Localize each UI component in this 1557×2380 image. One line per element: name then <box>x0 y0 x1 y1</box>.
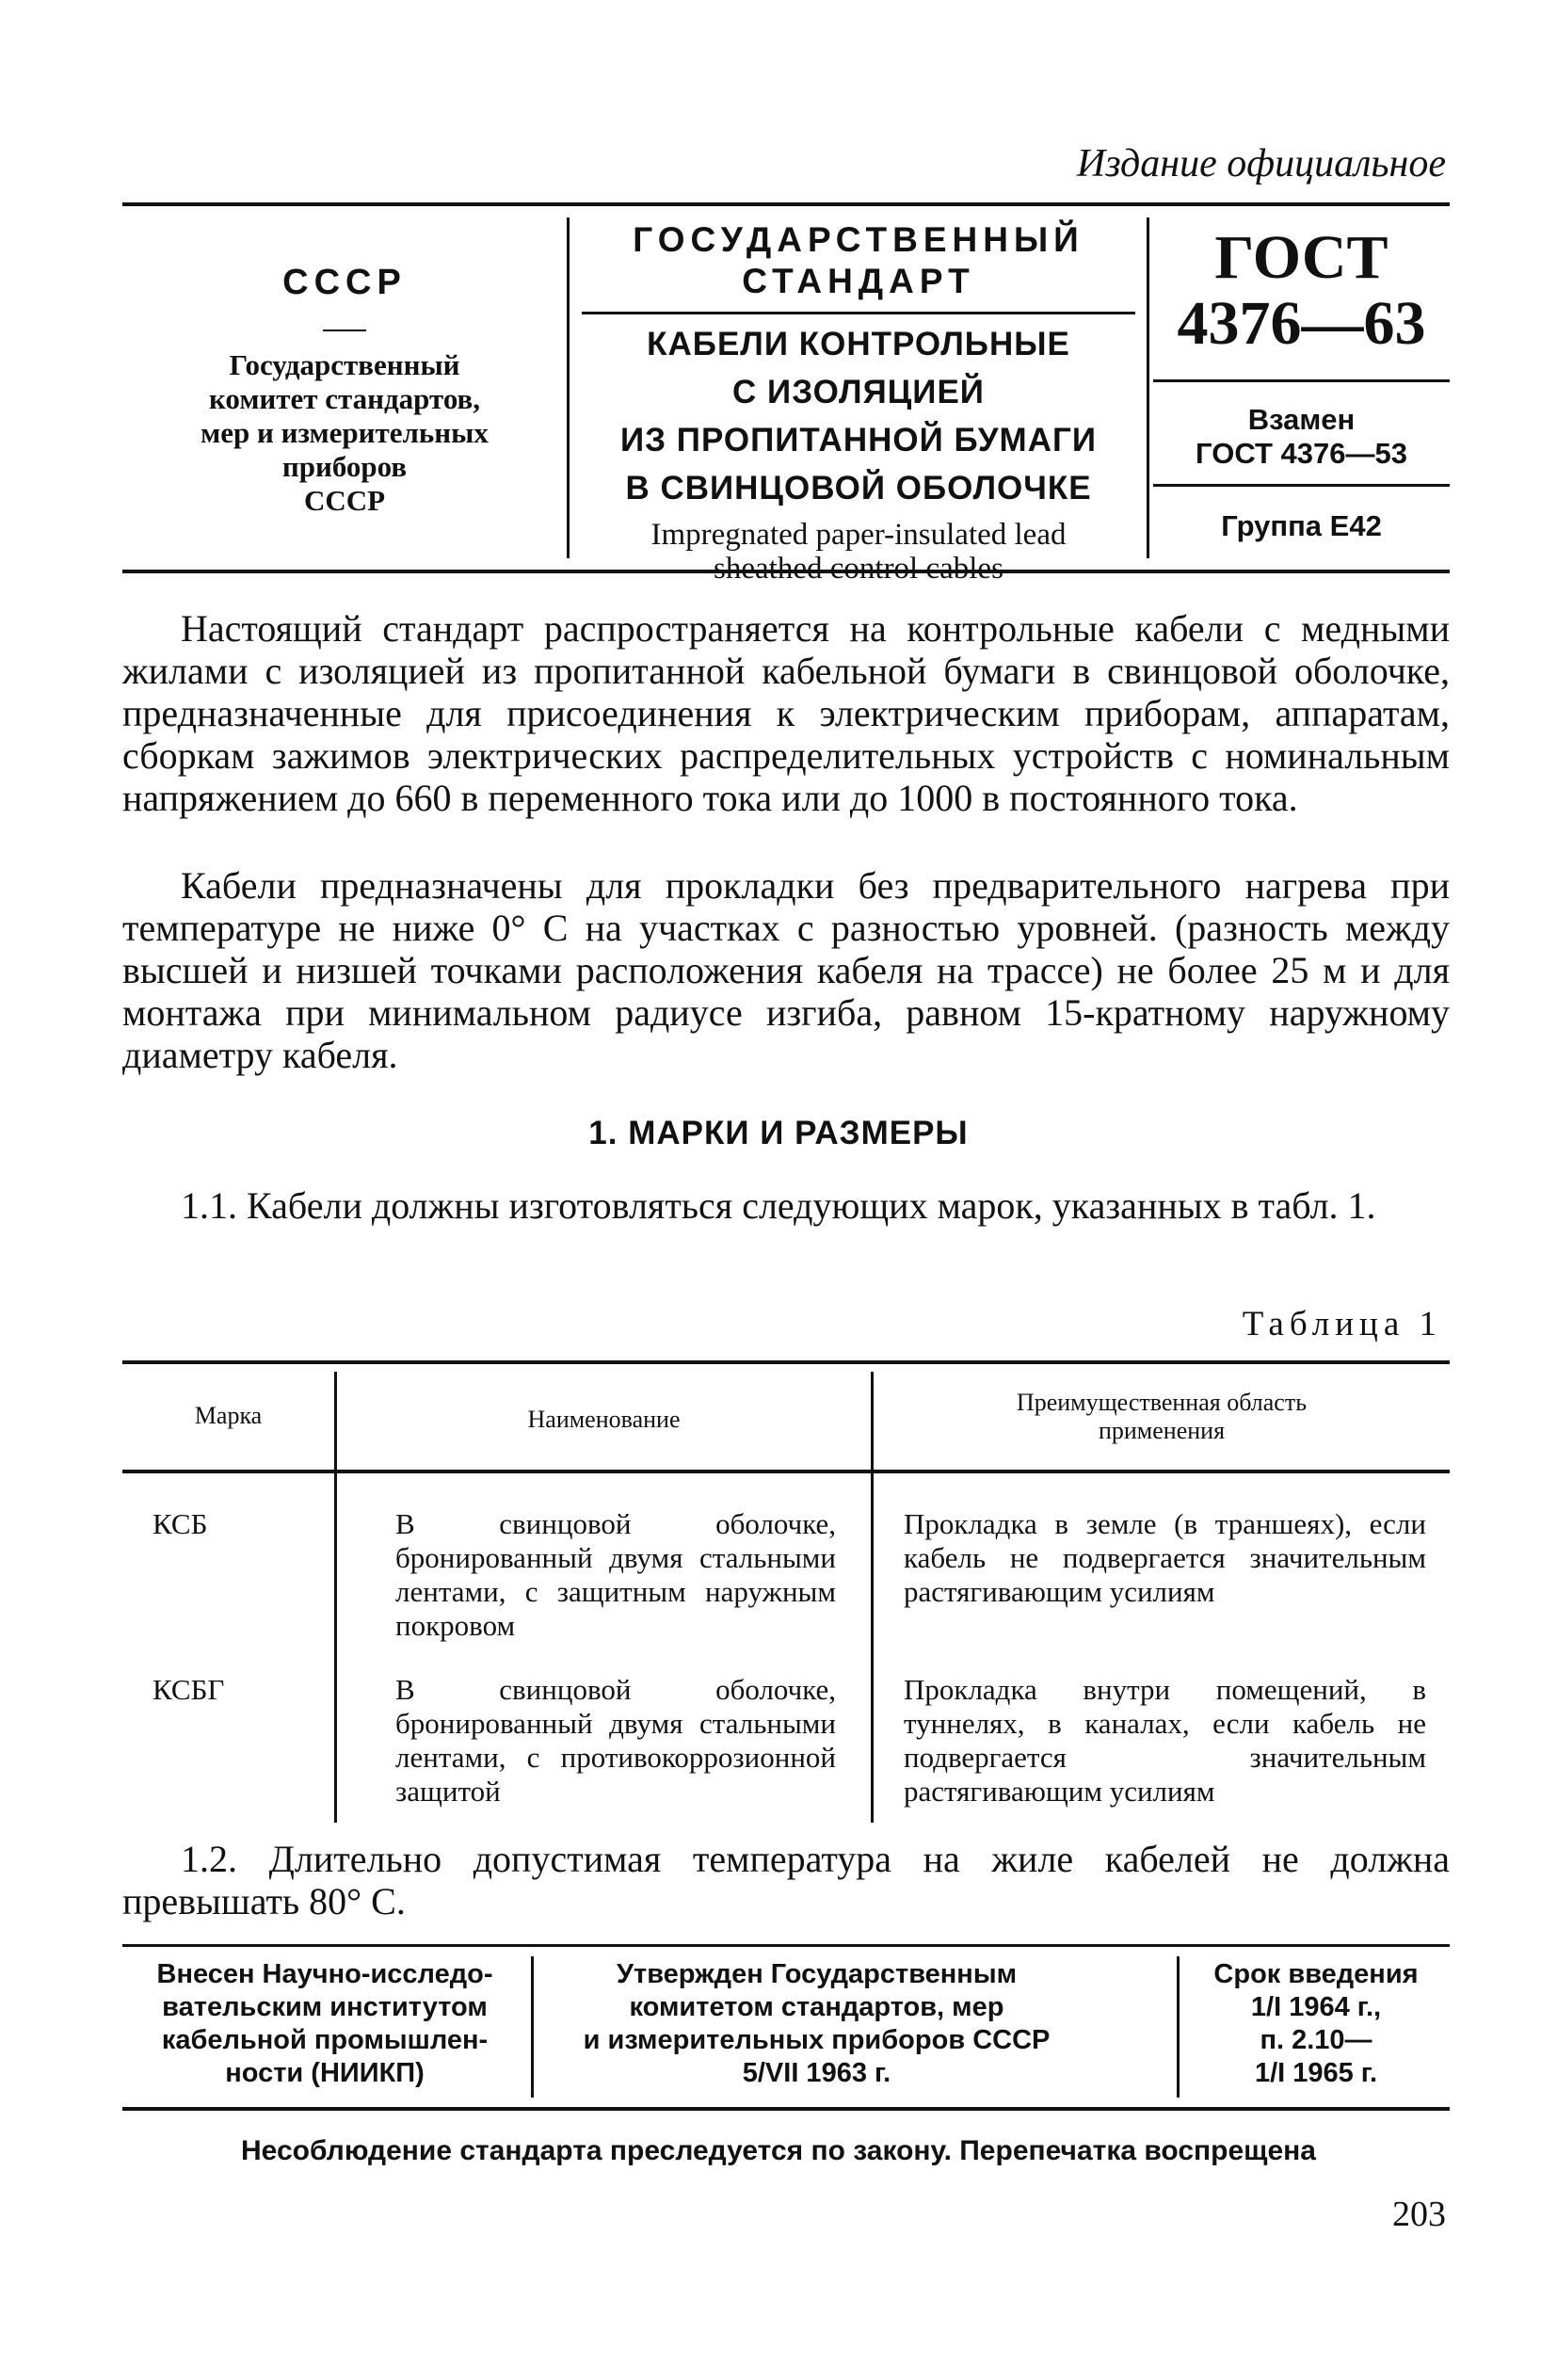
replaces-note: Взамен ГОСТ 4376—53 <box>1196 403 1407 470</box>
row-1-name: В свинцовой оболочке, бронированный двумя стальными лентами, с защитным наружным покровом <box>395 1507 836 1642</box>
group-divider <box>1153 484 1450 487</box>
row-2-area: Прокладка внутри помещений, в туннелях, в каналах, если кабель не подвергается значительным растягивающим усилиям <box>904 1673 1426 1808</box>
row-2-name: В свинцовой оболочке, бронированный двумя стальными лентами, с противокоррозионной защитой <box>395 1673 836 1808</box>
header-divider <box>1147 217 1149 558</box>
clause-1-1: 1.1. Кабели должны изготовляться следующих марок, указанных в табл. 1. <box>181 1184 1376 1227</box>
authority-name: Государственный комитет стандартов, мер и измерительных приборов СССР <box>201 348 489 517</box>
title-divider <box>582 312 1135 314</box>
column-divider <box>871 1372 874 1823</box>
row-1-mark: КСБ <box>152 1507 208 1540</box>
gost-number-block <box>1153 206 1450 570</box>
column-divider <box>334 1372 337 1823</box>
group-label: Группа Е42 <box>1221 509 1382 542</box>
standard-title-block <box>576 206 1141 586</box>
row-2-mark: КСБГ <box>152 1673 225 1706</box>
section-heading: 1. МАРКИ И РАЗМЕРЫ <box>588 1115 969 1151</box>
edition-note: Издание официальное <box>1076 142 1446 185</box>
intro-paragraph: Настоящий стандарт распространяется на контрольные кабели с медными жилами с изоляцией из пропитанной кабельной бумаги в свинцовой оболочке, предназначенные для присоединения к электрическим приборам, аппаратам, сборкам зажимов электрических распределительных устройств с номинальным напряжением до 660 в переменного тока или до 1000 в постоянного тока. <box>122 607 1450 819</box>
divider-dash <box>323 330 366 331</box>
standard-type: ГОСУДАРСТВЕННЫЙ СТАНДАРТ <box>633 220 1084 300</box>
legal-notice: Несоблюдение стандарта преследуется по закону. Перепечатка воспрещена <box>241 2135 1316 2166</box>
gost-number: ГОСТ 4376—63 <box>1177 223 1426 358</box>
introduced-by: Внесен Научно-исследо- вательским институтом кабельной промышлен- ности (НИИКП) <box>156 1959 493 2088</box>
standard-title: КАБЕЛИ КОНТРОЛЬНЫЕ С ИЗОЛЯЦИЕЙ ИЗ ПРОПИТАННОЙ БУМАГИ В СВИНЦОВОЙ ОБОЛОЧКЕ <box>620 326 1097 507</box>
gost-divider <box>1153 379 1450 382</box>
footer-divider <box>1177 1956 1180 2098</box>
page-number: 203 <box>1392 2195 1446 2234</box>
approved-by: Утвержден Государственным комитетом стандартов, мер и измерительных приборов СССР 5/VII 1963 г. <box>583 1959 1051 2088</box>
column-header-mark: Марка <box>194 1402 263 1429</box>
column-header-area: Преимущественная область применения <box>1016 1389 1308 1444</box>
effective-date: Срок введения 1/I 1964 г., п. 2.10— 1/I 1965 г. <box>1213 1959 1419 2088</box>
english-title: Impregnated paper-insulated lead sheathed control cables <box>650 518 1067 586</box>
approval-table <box>122 1944 1450 2111</box>
row-1-area: Прокладка в земле (в траншеях), если кабель не подвергается значительным растягивающим усилиям <box>904 1507 1426 1608</box>
clause-1-2: 1.2. Длительно допустимая температура на жиле кабелей не должна превышать 80° С. <box>122 1838 1450 1922</box>
footer-divider <box>531 1956 534 2098</box>
country-label: СССР <box>282 263 407 302</box>
purpose-paragraph: Кабели предназначены для прокладки без предварительного нагрева при температуре не ниже 0° С на участках с разностью уровней. (разность между высшей и низшей точками расположения кабеля на трассе) не более 25 м и для монтажа при минимальном радиусе изгиба, равном 15-кратному наружному диаметру кабеля. <box>122 864 1450 1076</box>
issuing-authority <box>122 206 567 570</box>
table-caption: Таблица 1 <box>1242 1305 1442 1343</box>
header-divider <box>567 217 570 558</box>
header-rule <box>122 1470 1450 1473</box>
marks-table <box>122 1360 1450 1830</box>
column-header-name: Наименование <box>527 1406 681 1433</box>
standard-header <box>122 202 1450 586</box>
